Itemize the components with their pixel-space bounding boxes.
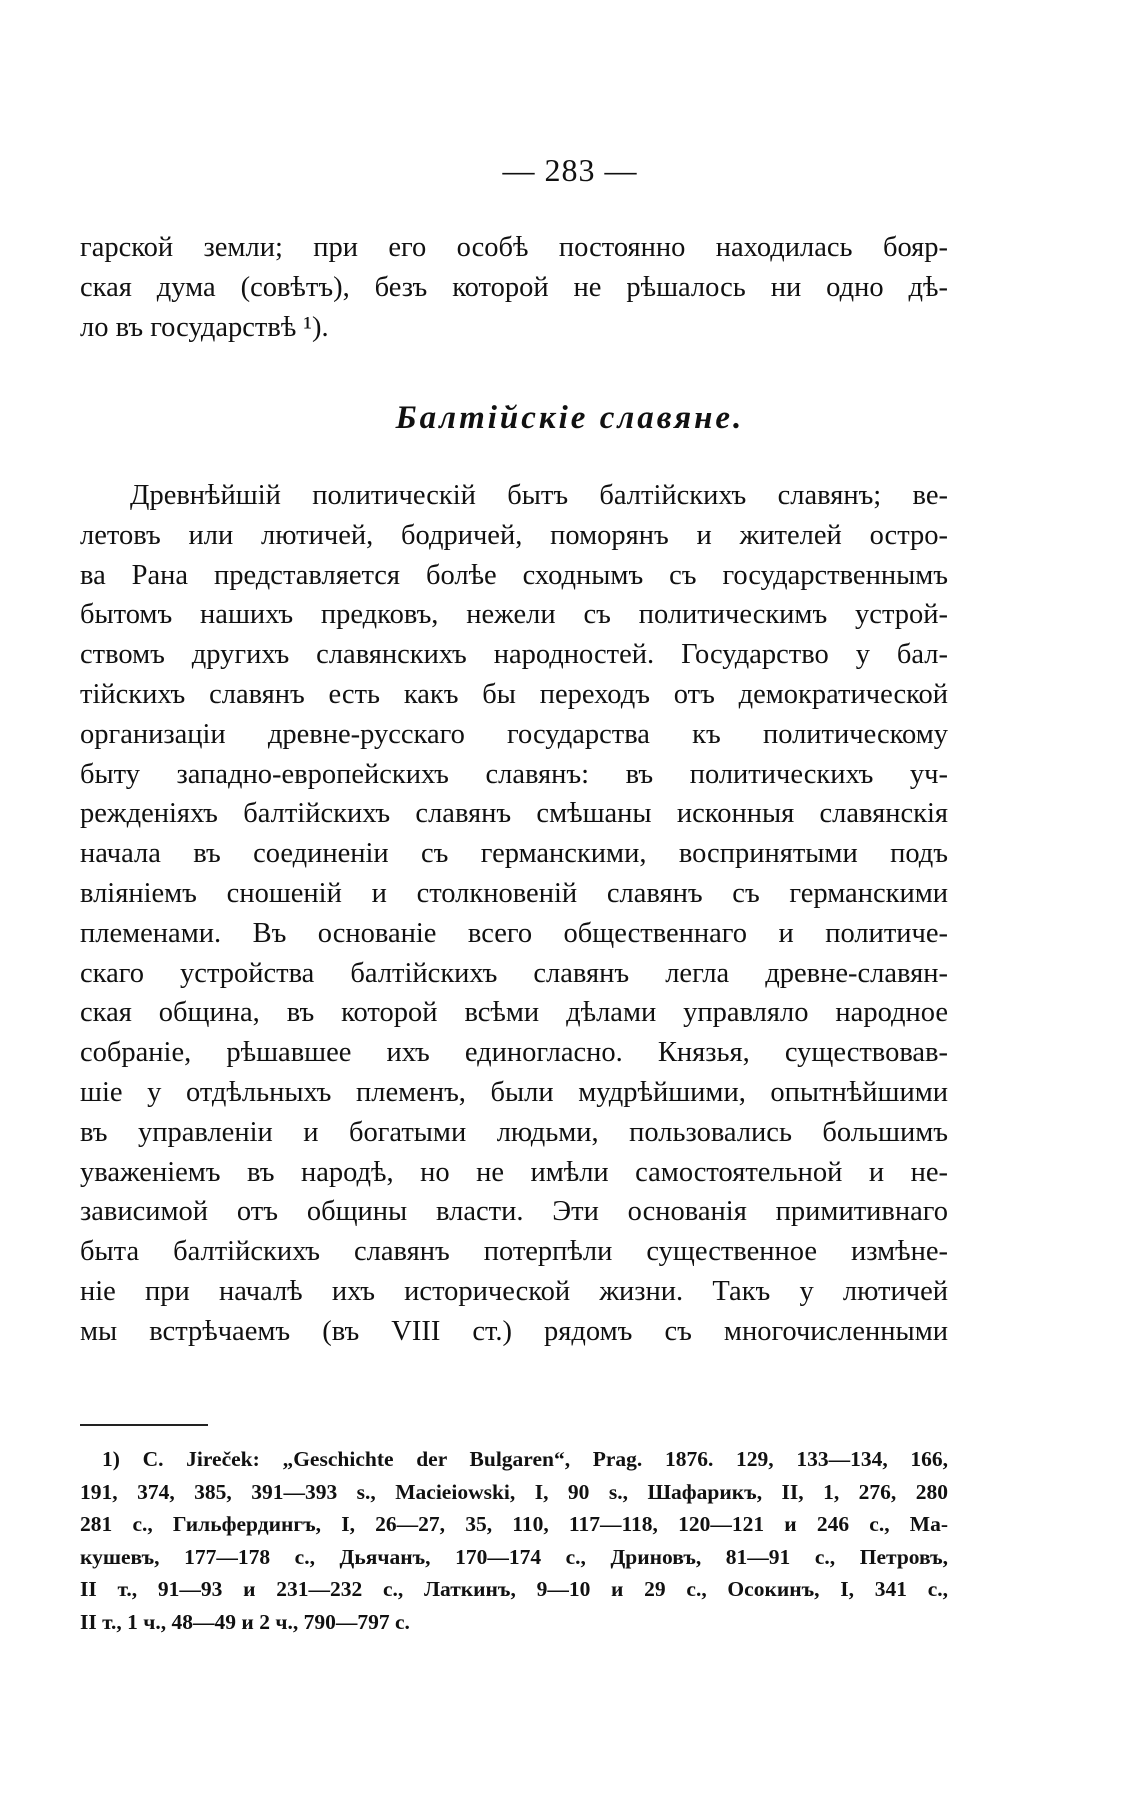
text-line: мы встрѣчаемъ (въ VIII ст.) рядомъ съ многочисленными	[80, 1315, 948, 1347]
text-line: собраніе, рѣшавшее ихъ единогласно. Князья, существовав-	[80, 1037, 948, 1069]
text-line: Древнѣйшій политическій бытъ балтійскихъ славянъ; ве-	[130, 480, 948, 511]
footnote-line: 281 с., Гильфердингъ, I, 26—27, 35, 110, 117—118, 120—121 и 246 с., Ма-	[80, 1512, 948, 1536]
page-number: — 283 —	[502, 152, 638, 188]
body-paragraph	[80, 476, 948, 1352]
text-line: режденіяхъ балтійскихъ славянъ смѣшаны исконныя славянскія	[80, 798, 948, 830]
text-line: бытомъ нашихъ предковъ, нежели съ политическимъ устрой-	[80, 599, 948, 631]
text-line: ская община, въ которой всѣми дѣлами управляло народное	[80, 997, 948, 1029]
text-line: племенами. Въ основаніе всего общественнаго и политиче-	[80, 917, 948, 949]
text-line: скаго устройства балтійскихъ славянъ легла древне-славян-	[80, 957, 948, 989]
text-line: быту западно-европейскихъ славянъ: въ политическихъ уч-	[80, 758, 948, 790]
footnote-line: 1) C. Jireček: „Geschichte der Bulgaren“, Prag. 1876. 129, 133—134, 166,	[102, 1447, 948, 1471]
text-line: организаціи древне-русскаго государства къ политическому	[80, 718, 948, 750]
intro-paragraph	[80, 228, 948, 347]
text-line: ствомъ другихъ славянскихъ народностей. Государство у бал-	[80, 639, 948, 671]
text-line: ло въ государствѣ ¹).	[80, 311, 329, 343]
text-line: гарской земли; при его особѣ постоянно находилась бояр-	[80, 232, 948, 263]
text-line: летовъ или лютичей, бодричей, поморянъ и жителей остро-	[80, 519, 948, 551]
text-line: ская дума (совѣтъ), безъ которой не рѣшалось ни одно дѣ-	[80, 271, 948, 303]
text-line: уваженіемъ въ народѣ, но не имѣли самостоятельной и не-	[80, 1156, 948, 1188]
footnote-line: кушевъ, 177—178 с., Дьячанъ, 170—174 с., Дриновъ, 81—91 с., Петровъ,	[80, 1544, 948, 1569]
text-line: вліяніемъ сношеній и столкновеній славянъ съ германскими	[80, 877, 948, 909]
text-line: ніе при началѣ ихъ исторической жизни. Такъ у лютичей	[80, 1275, 948, 1307]
footnote-line: 191, 374, 385, 391—393 s., Macieiowski, I, 90 s., Шафарикъ, II, 1, 276, 280	[80, 1479, 948, 1504]
footnote-line: II т., 1 ч., 48—49 и 2 ч., 790—797 с.	[80, 1609, 410, 1634]
text-line: начала въ соединеніи съ германскими, воспринятыми подъ	[80, 838, 948, 870]
text-line: ва Рана представляется болѣе сходнымъ съ государственнымъ	[80, 559, 948, 591]
footnote-line: II т., 91—93 и 231—232 с., Латкинъ, 9—10 и 29 с., Осокинъ, I, 341 с.,	[80, 1577, 948, 1601]
text-line: въ управленіи и богатыми людьми, пользовались большимъ	[80, 1116, 948, 1148]
footnote-divider	[80, 1424, 208, 1426]
text-line: тійскихъ славянъ есть какъ бы переходъ отъ демократической	[80, 678, 948, 710]
text-line: зависимой отъ общины власти. Эти основанія примитивнаго	[80, 1196, 948, 1228]
text-line: быта балтійскихъ славянъ потерпѣли существенное измѣне-	[80, 1236, 948, 1268]
footnote-block	[80, 1443, 948, 1638]
section-heading: Балтійскіе славяне.	[395, 400, 745, 436]
text-line: шіе у отдѣльныхъ племенъ, были мудрѣйшими, опытнѣйшими	[80, 1076, 948, 1108]
